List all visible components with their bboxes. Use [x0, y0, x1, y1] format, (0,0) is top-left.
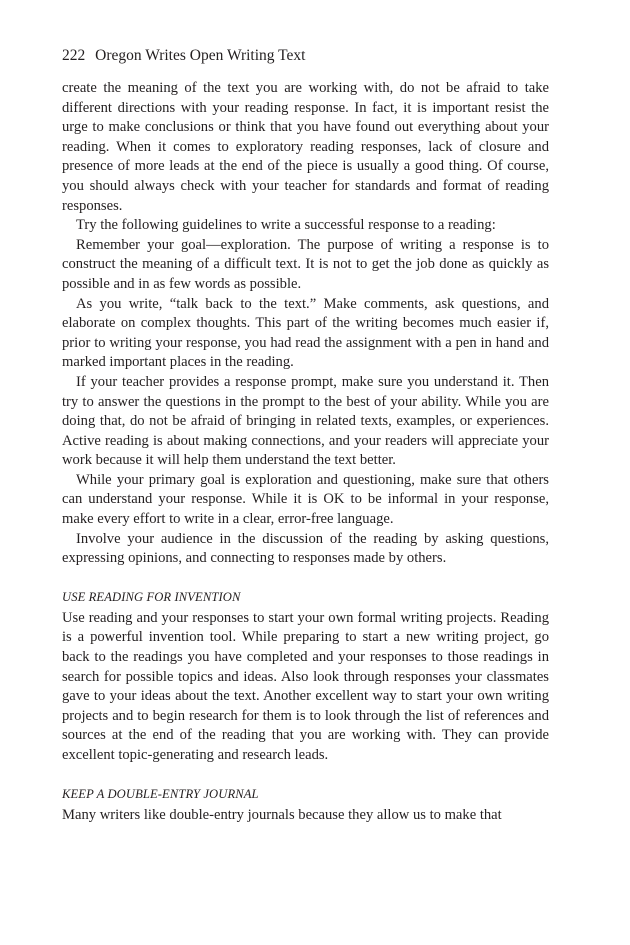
paragraph-guideline-exploration: Remember your goal—exploration. The purpose of writing a response is to construct the meaning of a difficult text. It is not to get the job done as quickly as possible and in as few words as possible.	[62, 236, 549, 292]
page-number: 222	[62, 47, 86, 64]
running-header	[62, 46, 549, 66]
section-heading-invention: USE READING FOR INVENTION	[62, 589, 241, 604]
paragraph-guideline-audience: Involve your audience in the discussion of the reading by asking questions, expressing opinions, and connecting to responses made by others.	[62, 530, 549, 567]
paragraph-guideline-clarity: While your primary goal is exploration and questioning, make sure that others can understand your response. While it is OK to be informal in your response, make every effort to write in a clear, error-free language.	[62, 471, 549, 528]
paragraph-continuation: create the meaning of the text you are working with, do not be afraid to take different directions with your reading response. In fact, it is important resist the urge to make conclusions or think that you have found out everything about your reading. When it comes to exploratory reading responses, lack of closure and presence of more leads at the end of the piece is usually a good thing. Of course, you should always check with your teacher for standards and format of reading responses.	[62, 80, 549, 214]
paragraph-guidelines-intro: Try the following guidelines to write a successful response to a reading:	[76, 217, 496, 234]
paragraph-journal: Many writers like double-entry journals because they allow us to make that	[62, 806, 502, 823]
running-title: Oregon Writes Open Writing Text	[95, 47, 306, 64]
paragraph-invention: Use reading and your responses to start your own formal writing projects. Reading is a powerful invention tool. While preparing to start a new writing project, go back to the readings you have completed and your responses to those readings in search for possible topics and ideas. Also look through responses your classmates gave to your ideas about the text. Another excellent way to start your own writing projects and to begin research for them is to look through the list of references and sources at the end of the reading that you are working with. They can provide excellent topic-generating and research leads.	[62, 609, 549, 763]
paragraph-guideline-prompt: If your teacher provides a response prompt, make sure you understand it. Then try to answer the questions in the prompt to the best of your ability. While you are doing that, do not be afraid of bringing in related texts, examples, or experiences. Active reading is about making connections, and your readers will appreciate your work because it will help them understand the text better.	[62, 373, 549, 469]
paragraph-guideline-talk-back: As you write, “talk back to the text.” Make comments, ask questions, and elaborate on complex thoughts. This part of the writing becomes much easier if, prior to writing your response, you had read the assignment with a pen in hand and marked important places in the reading.	[62, 295, 549, 371]
book-page	[62, 46, 549, 825]
section-heading-journal: KEEP A DOUBLE-ENTRY JOURNAL	[62, 786, 259, 801]
